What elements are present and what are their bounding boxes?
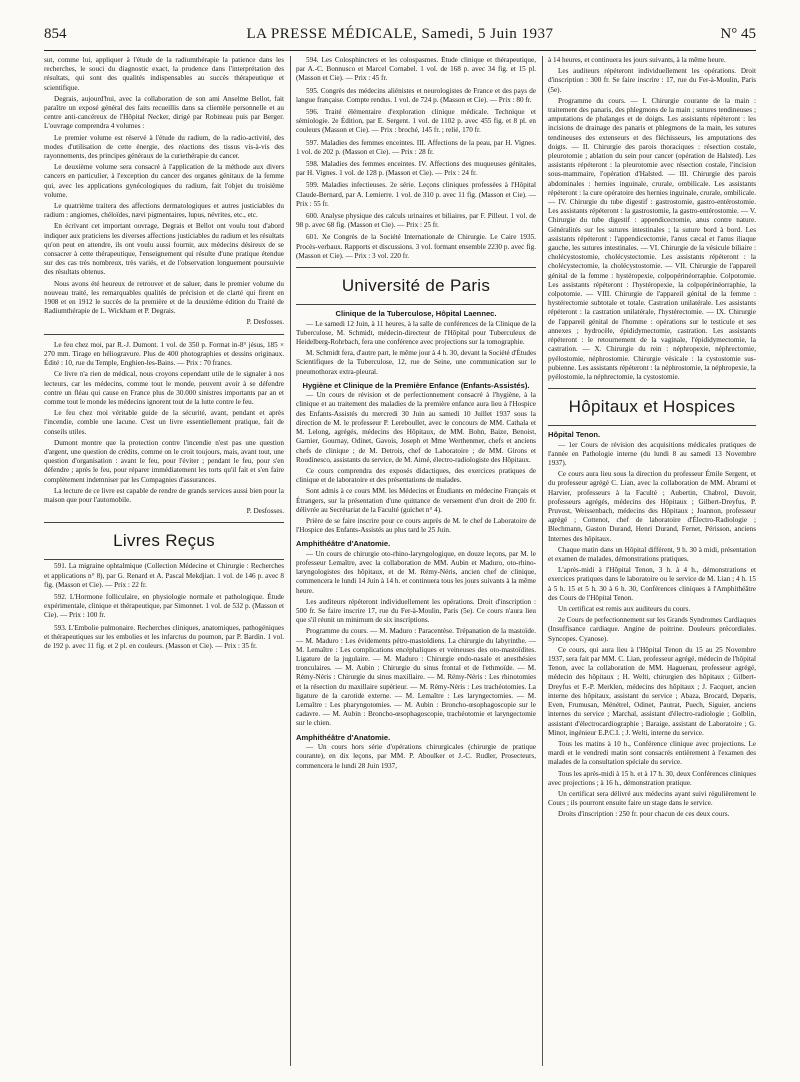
book-entry: 601. Xe Congrès de la Société Internationale de Chirurgie. Le Caire 1935. Procès-verbaux. Rapports et discussions. 3 vol. formant ensemble 2230 p. avec fig. (Masson et Cie). — Prix : 3 vol. 220 fr.: [296, 233, 536, 260]
divider: [296, 304, 536, 305]
book-entry: 591. La migraine ophtalmique (Collection Médecine et Chirurgie : Recherches et applications n° 8), par G. Renard et A. Pascal Mekdjian. 1 vol. de 146 p. avec 8 fig. (Masson et Cie). — Prix : 22 fr.: [44, 562, 284, 589]
book-entry: 592. L'Hormone folliculaire, en physiologie normale et pathologique. Étude expérimentale, clinique et thérapeutique, par Simonnet. 1 vol. de 532 p. (Masson et Cie). — Prix : 100 fr.: [44, 592, 284, 620]
paragraph: Nous avons été heureux de retrouver et de saluer, dans le premier volume du nouveau traité, les remarquables qualités de précision et de clarté qui firent en 1908 et en 1912 le succès de la première et de la deuxième édition du Traité de Radiumthérapie de L. Wickham et P. Degrais.: [44, 279, 284, 316]
paragraph: 2e Cours de perfectionnement sur les Grands Syndromes Cardiaques (Insuffisance cardiaque. Angine de poitrine. Douleurs précordiales. Syncopes. Cyanose).: [548, 616, 756, 643]
paragraph: Sont admis à ce cours MM. les Médecins et Étudiants en médecine Français et Étrangers, sur la présentation d'une quittance de versement d'un droit de 200 fr. délivrée au Secrétariat de la Faculté (guichet n° 4).: [296, 487, 536, 514]
paragraph: Tous les après-midi à 15 h. et à 17 h. 30, deux Conférences cliniques avec projections ; à 16 h., démonstration pratique.: [548, 769, 756, 787]
divider: [44, 559, 284, 560]
divider: [548, 388, 756, 389]
paragraph: Ce cours, qui aura lieu à l'Hôpital Tenon du 15 au 25 Novembre 1937, sera fait par MM. C. Lian, professeur agrégé, médecin de l'hôpital Tenon, avec la collaboration de MM. Haguenau, professeur agrégé, médecin des hôpitaux ; H. Welti, chirurgien des hôpitaux ; Gilbert-Dreyfus et F.-P. Merklen, médecins des hôpitaux ; J. Facquet, ancien interne des hôpitaux, assistant du service ; Abaza, Brocard, Deparis, Even, Frumusan, Ménétrel, Odinet, Pautrat, Puech, Siguier, anciens internes du service ; Marchal, assistant d'électro-radiologie ; Golblin, assistant d'électrocardiographie ; Baraige, assistant de Laboratoire ; G. Minot, ingénieur E.P.C.I. ; J. Welti, interne du service.: [548, 645, 756, 737]
paragraph: La lecture de ce livre est capable de rendre de grands services aussi bien pour la maison que pour l'automobile.: [44, 486, 284, 504]
paragraph: Dumont montre que la protection contre l'incendie n'est pas une question d'argent, une question de crédits, comme on le croit toujours, mais, avant tout, une question d'organisation : avant le feu, pour l'éviter ; pendant le feu, pour s'en défendre ; après le feu, pour réparer immédiatement les torts qu'il fait et s'en faire complètement indemniser par les Compagnies d'assurances.: [44, 438, 284, 484]
paragraph: sut, comme lui, appliquer à l'étude de la radiumthérapie la patience dans les recherches, le souci du diagnostic exact, la prudence dans l'interprétation des résultats, qui sont des qualités indispensables au succès thérapeutique et scientifique.: [44, 56, 284, 92]
paragraph: — Un cours hors série d'opérations chirurgicales (chirurgie de pratique courante), en dix leçons, par MM. P. Aboulker et J.-C. Rudler, Prosecteurs, commencera le lundi 28 Juin 1937,: [296, 743, 536, 770]
book-entry: 600. Analyse physique des calculs urinaires et biliaires, par F. Pilleut. 1 vol. de 98 p. avec 68 fig. (Masson et Cie). — Prix : 25 fr.: [296, 212, 536, 230]
subsection-title: Clinique de la Tuberculose, Hôpital Laennec.: [335, 309, 497, 319]
column-separator: [290, 56, 291, 1066]
paragraph: Ce livre n'a rien de médical, nous croyons cependant utile de le signaler à nos lecteurs, car les médecins, comme tout le monde, peuvent avoir à se défendre contre un fléau qui cause en France plus de 30.000 sinistres importants par an et comme tout le monde les médecins ignorent tout de la lutte contre le feu.: [44, 370, 284, 406]
divider: [296, 267, 536, 268]
column-right: [548, 56, 756, 1066]
section-title-livres-recus: Livres Reçus: [113, 531, 215, 551]
book-entry: 593. L'Embolie pulmonaire. Recherches cliniques, anatomiques, pathogéniques et thérapeutiques sur les embolies et les infarctus du poumon, par P. Bardin. 1 vol. de 192 p. avec 11 fig. et 2 pl. en couleurs. (Masson et Cie). — Prix : 35 fr.: [44, 623, 284, 650]
book-entry: 595. Congrès des médecins aliénistes et neurologistes de France et des pays de langue française. Compte rendus. 1 vol. de 724 p. (Masson et Cie). — Prix : 80 fr.: [296, 86, 536, 104]
paragraph: — Un cours de révision et de perfectionnement consacré à l'hygiène, à la clinique et au traitement des maladies de la première enfance aura lieu à l'Hospice des Enfants-Assistés du mercredi 30 Juin au samedi 10 Juillet 1937 sous la direction de M. le professeur P. Lereboullet, avec le concours de MM. Cathala et M. Lelong, agrégés, médecins des Hôpitaux, de MM. Bohn, Baize, Benoist, Garnier, Gournay, Odinet, Gavois, Joseph et Mme Werthenmer, chefs et anciens chefs de clinique ; de M. Detrois, chef de Laboratoire ; de MM. Girons et Roudinesco, assistants du service, de M. Aimé, électro-radiologiste des Hôpitaux.: [296, 391, 536, 464]
book-entry: 594. Les Colosphincters et les colospasmes. Étude clinique et thérapeutique, par A.-C. Bonnusco et Marcel Cornabel. 1 vol. de 168 p. avec 34 fig. et 15 pl. (Masson et Cie). — Prix : 45 fr.: [296, 56, 536, 83]
paragraph: Le feu chez moi, par R.-J. Dumont. 1 vol. de 350 p. Format in-8° jésus, 185 × 270 mm. Tirage en héliogravure. Plus de 400 photographies et dessins originaux. Édité : 10, rue du Temple, Enghien-les-Bains. — Prix : 70 francs.: [44, 340, 284, 368]
paragraph: Un certificat est remis aux auditeurs du cours.: [558, 605, 691, 614]
signature: P. Desfosses.: [246, 318, 284, 327]
paragraph: — Un cours de chirurgie oto-rhino-laryngologique, en douze leçons, par M. le professeur Lemaître, avec la collaboration de MM. Aubin et Maduro, oto-rhino-laryngologistes des hôpitaux, et de M. Rémy-Néris, ancien chef de clinique, commencera le lundi 14 Juin à 14 h. et continuera tous les jours suivants à la même heure.: [296, 549, 536, 595]
book-entry: 597. Maladies des femmes enceintes. III. Affections de la peau, par H. Vignes. 1 vol. de 202 p. (Masson et Cie). — Prix : 28 fr.: [296, 138, 536, 156]
paragraph: Prière de se faire inscrire pour ce cours auprès de M. le chef de Laboratoire de l'Hospice des Enfants-Assistés au plus tard le 25 Juin.: [296, 516, 536, 535]
section-title-hopitaux: Hôpitaux et Hospices: [568, 397, 736, 417]
paragraph: Les auditeurs répéteront individuellement les opérations. Droit d'inscription : 500 fr. Se faire inscrire 17, rue du Fer-à-Moulin, Paris (5e). Ce cours n'aura lieu que s'il réunit un minimum de six inscriptions.: [296, 597, 536, 625]
page-header: [44, 26, 756, 48]
paragraph: Droits d'inscription : 250 fr. pour chacun de ces deux cours.: [558, 810, 730, 819]
paragraph: Programme du cours. — M. Maduro : Paracentèse. Trépanation de la mastoïde. — M. Maduro : Les évidements pétro-mastoïdiens. La chirurgie du labyrinthe. — M. Lemaître : Les complications encéphaliques et veineuses des oto-mastoïdites. Ligature de la jugulaire. — M. Maduro : Chirurgie endo-nasale et anesthésies tronculaires. — M. Aubin : Chirurgie du sinus frontal et de l'ethmoïde. — M. Rémy-Néris : Chirurgie du sinus maxillaire. — M. Rémy-Néris : Les rhinotomies et la résection du maxillaire supérieur. — M. Rémy-Néris : Les trachéotomies. La ligature de la carotide externe. — M. Lemaître : Les laryngectomies. — M. Lemaître : Les pharyngotomies. — M. Aubin : Broncho-œsophagoscopie sur le cadavre. — M. Aubin : Broncho-œsophagoscopie, trachéotomie et laryngectomie sur le chien.: [296, 627, 536, 728]
subsection-title: Amphithéâtre d'Anatomie.: [296, 539, 391, 549]
paragraph: Programme du cours. — I. Chirurgie courante de la main : traitement des panaris, des phlegmons de la main ; sutures tendineuses ; amputations de phalanges et de doigts. Les assistants répéteront : les incisions de drainage des panaris et phlegmons de la main, les sutures tendineuses des extenseurs et des fléchisseurs, les amputations des doigts. — II. Chirurgie des parois thoraciques : résection costale, pleurotomie ; ablation du sein pour cancer (opération de Halsted). Les assistants répéteront : la pleurotomie avec résection costale, l'incision sous-mammaire, l'opération d'Halsted. — III. Chirurgie des parois abdominales : hernies inguinale, crurale, ombilicale. Les assistants répéteront : la cure opératoire des hernies inguinale, crurale, ombilicale. — IV. Chirurgie du tube digestif : gastrostomie, gastro-entérostomie. Les assistants répéteront : la gastrostomie, la gastro-entérostomie. — V. Chirurgie du tube digestif : appendicectomie, anus contre nature. Généralités sur les sutures intestinales ; la suture bord à bord. Les assistants répéteront : l'appendicectomie, l'anus cæcal et l'anus iliaque gauche, les sutures intestinales. — VI. Chirurgie de la vésicule biliaire : cholécystostomie, cholécystectomie. Les assistants répéteront : la cholécystectomie, la cholécystostomie. — VII. Chirurgie de l'appareil génital de la femme : hystéropexie, colpopérinéorraphie. Colpotomie. Les assistants répéteront : l'hystéropexie, la colpopérinéorraphie, la colpotomie. — VIII. Chirurgie de l'appareil génital de la femme : hystérectomie subtotale et totale. Castration unilatérale. Les assistants répéteront : la castration unilatérale, l'hystérectomie. — IX. Chirurgie de l'appareil génital de l'homme : opérations sur le testicule et ses annexes ; hydrocèle, épididymectomie, castration. Les assistants répéteront : le retournement de la vaginale, l'épididymectomie, la castration. — X. Chirurgie du rein : néphropexie, néphrectomie, pyélostomie, néphrostomie. Chirurgie vésicale : la cystostomie sus-pubienne. Les assistants répéteront : la néphrostomie, la néphropexie, la pyélostomie, la néphrectomie, la cystostomie.: [548, 96, 756, 381]
paragraph: — Le samedi 12 Juin, à 11 heures, à la salle de conférences de la Clinique de la Tuberculose, M. Schmidt, médecin-directeur de l'Hôpital pour Tuberculeux de Heidelberg-Rohrbach, fera une conférence avec projections sur la tomographie.: [296, 319, 536, 346]
paragraph: M. Schmidt fera, d'autre part, le même jour à 4 h. 30, devant la Société d'Études Scientifiques de la Tuberculose, 12, rue de Seine, une communication sur le pneumothorax extra-pleural.: [296, 349, 536, 376]
paragraph: Degrais, aujourd'hui, avec la collaboration de son ami Anselme Bellot, fait paraître un exposé général des faits recueillis dans sa clientèle personnelle et au centre anti-cancéreux de l'Hôpital Necker, dirigé par Robineau puis par Berger. L'ouvrage comprendra 4 volumes :: [44, 94, 284, 131]
header-rule: [44, 50, 756, 51]
paragraph: à 14 heures, et continuera les jours suivants, à la même heure.: [548, 56, 726, 64]
page-number: 854: [44, 26, 67, 42]
column-middle: [296, 56, 536, 1066]
subsection-title: Hôpital Tenon.: [548, 430, 601, 440]
journal-title: LA PRESSE MÉDICALE, Samedi, 5 Juin 1937: [246, 26, 554, 42]
divider: [44, 334, 284, 335]
paragraph: Le quatrième traitera des affections dermatologiques et autres justiciables du radium : angiomes, chéloïdes, nævi pigmentaires, lupus, névrites, etc., etc.: [44, 202, 284, 220]
subsection-title: Hygiène et Clinique de la Première Enfance (Enfants-Assistés).: [302, 380, 530, 390]
paragraph: Les auditeurs répéteront individuellement les opérations. Droit d'inscription : 300 fr. Se faire inscrire : 17, rue du Fer-à-Moulin, Paris (5e).: [548, 67, 756, 94]
divider: [44, 522, 284, 523]
paragraph: Ce cours aura lieu sous la direction du professeur Émile Sergent, et du professeur agrégé C. Lian, avec la collaboration de MM. Abrami et Harvier, professeurs à la Faculté ; Aubertin, Chabrol, Duvoir, professeurs agrégés, médecins des Hôpitaux ; Gilbert-Dreyfus, P. Pruvost, Weissenbach, médecins des Hôpitaux ; Joannon, professeur agrégé ; Cottenot, chef de laboratoire d'Électro-Radiologie ; Blechmann, Gaston Durand, Henri Durand, Fernet, Périsson, anciens Internes des hôpitaux.: [548, 470, 756, 543]
paragraph: En écrivant cet important ouvrage, Degrais et Bellot ont voulu tout d'abord indiquer aux praticiens les diverses affections justiciables du radium et les résultats qu'on peut en attendre, ils ont voulu aussi fournir, aux médecins désireux de se consacrer à cette thérapeutique, l'enseignement qui résulte d'une pratique étendue sur des cas très nombreux, très variés, et de l'observation longuement poursuivie des résultats obtenus.: [44, 222, 284, 277]
paragraph: Tous les matins à 10 h., Conférence clinique avec projections. Le mardi et le vendredi matin sont consacrés entièrement à l'examen des malades de la consultation spéciale du service.: [548, 739, 756, 767]
paragraph: Le premier volume est réservé à l'étude du radium, de la radio-activité, des modes d'utilisation de cette énergie, des réactions des tissus vis-à-vis des rayonnements, des principes généraux de la curiethérapie du cancer.: [44, 133, 284, 161]
paragraph: Ce cours comprendra des exposés didactiques, des exercices pratiques de clinique et de laboratoire et des présentations de malades.: [296, 466, 536, 485]
divider: [548, 425, 756, 426]
signature: P. Desfosses.: [246, 507, 284, 516]
book-entry: 598. Maladies des femmes enceintes. IV. Affections des muqueuses génitales, par H. Vignes. 1 vol. de 128 p. (Masson et Cie). — Prix : 24 fr.: [296, 160, 536, 178]
column-separator: [542, 56, 543, 1066]
paragraph: Le feu chez moi véritable guide de la sécurité, avant, pendant et après l'incendie, comble une lacune. C'est un livre essentiellement pratique, fait de conseils utiles.: [44, 409, 284, 436]
subsection-title: Amphithéâtre d'Anatomie.: [296, 732, 391, 742]
book-entry: 599. Maladies infectieuses. 2e série. Leçons cliniques professées à l'Hôpital Claude-Bernard, par A. Lemierre. 1 vol. de 310 p. avec 11 fig. (Masson et Cie). — Prix : 55 fr.: [296, 181, 536, 208]
paragraph: L'après-midi à l'Hôpital Tenon, 3 h. à 4 h., démonstrations et exercices pratiques dans le laboratoire ou le service de M. Lian ; 4 h. 15 à 5 h. 15 et 5 h. 30 à 6 h. 30, Conférences cliniques à l'Amphithéâtre des Cours de l'Hôpital Tenon.: [548, 566, 756, 602]
section-title-universite: Université de Paris: [341, 276, 491, 296]
column-left: [44, 56, 284, 1066]
paragraph: Chaque matin dans un Hôpital différent, 9 h. 30 à midi, présentation et examen de malades, démonstrations pratiques.: [548, 545, 756, 564]
paragraph: Un certificat sera délivré aux médecins ayant suivi régulièrement le Cours ; ils pourront ensuite faire un stage dans le service.: [548, 789, 756, 808]
paragraph: — 1er Cours de révision des acquisitions médicales pratiques de l'année en Pathologie interne (du lundi 8 au samedi 13 Novembre 1937).: [548, 440, 756, 468]
paragraph: Le deuxième volume sera consacré à l'application de la méthode aux divers cancers en particulier, à l'exception du cancer des organes génitaux de la femme qui, avec les applications gynécologiques du radium, fait l'objet du troisième volume.: [44, 163, 284, 199]
issue-number: N° 45: [720, 26, 756, 42]
book-entry: 596. Traité élémentaire d'exploration clinique médicale. Technique et sémiologie. 2e Édition, par E. Sergent. 1 vol. de 1102 p. avec 455 fig. et 8 pl. en couleurs (Masson et Cie). — Prix : broché, 145 fr. ; relié, 170 fr.: [296, 108, 536, 135]
